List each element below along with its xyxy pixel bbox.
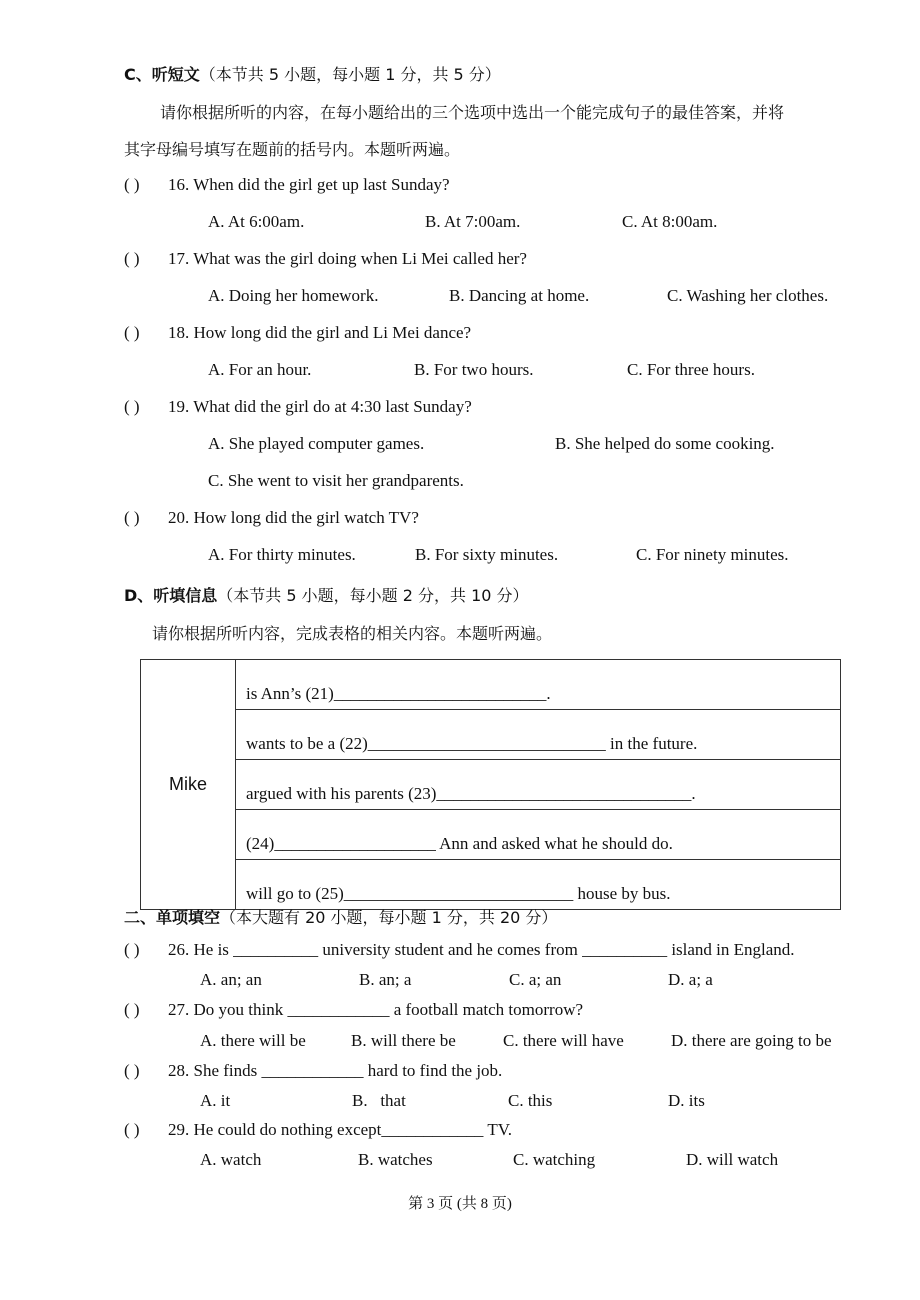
option-b: B. At 7:00am. — [425, 212, 521, 231]
section-two-heading — [124, 905, 557, 928]
option-d: D. its — [668, 1091, 705, 1110]
option-a: A. Doing her homework. — [208, 286, 379, 305]
question-26 — [124, 940, 795, 960]
question-27 — [124, 1000, 583, 1020]
question-text: 26. He is __________ university student and he comes from __________ island in England. — [168, 940, 795, 959]
section-c-heading — [124, 62, 501, 85]
section-c-instruction-2: 其字母编号填写在题前的括号内。本题听两遍。 — [124, 140, 461, 159]
page-number: 第 3 页 (共 8 页) — [408, 1196, 512, 1212]
option-c: C. For ninety minutes. — [636, 545, 789, 564]
answer-bracket[interactable]: ( ) — [124, 397, 140, 416]
question-text: 18. How long did the girl and Li Mei dance? — [168, 323, 472, 342]
answer-bracket[interactable]: ( ) — [124, 249, 140, 268]
option-c: C. At 8:00am. — [622, 212, 718, 231]
option-c: C. For three hours. — [627, 360, 755, 379]
section-d-instruction: 请你根据所听内容，完成表格的相关内容。本题听两遍。 — [152, 624, 553, 643]
section-c-note: （本节共 5 小题，每小题 1 分，共 5 分） — [199, 65, 501, 84]
section-d-heading — [124, 583, 529, 606]
question-29 — [124, 1120, 512, 1140]
option-d: D. will watch — [686, 1150, 779, 1169]
answer-bracket[interactable]: ( ) — [124, 1000, 140, 1019]
question-20 — [124, 508, 419, 528]
option-d: D. a; a — [668, 970, 713, 989]
option-a: A. She played computer games. — [208, 434, 425, 453]
option-a: A. For thirty minutes. — [208, 545, 356, 564]
question-28 — [124, 1061, 502, 1081]
section-d-title: D、听填信息 — [124, 586, 218, 605]
option-a: A. watch — [200, 1150, 262, 1169]
question-text: 19. What did the girl do at 4:30 last Sunday? — [168, 397, 472, 416]
option-a: A. an; an — [200, 970, 262, 989]
question-text: 28. She finds ____________ hard to find the job. — [168, 1061, 503, 1080]
table-row-21[interactable]: is Ann’s (21)_________________________. — [236, 660, 841, 710]
option-a: A. there will be — [200, 1031, 306, 1050]
question-text: 29. He could do nothing except____________ TV. — [168, 1120, 513, 1139]
answer-bracket[interactable]: ( ) — [124, 940, 140, 959]
answer-bracket[interactable]: ( ) — [124, 175, 140, 194]
fill-in-table — [140, 659, 841, 910]
question-text: 20. How long did the girl watch TV? — [168, 508, 419, 527]
option-b: B. an; a — [359, 970, 412, 989]
question-18 — [124, 323, 471, 343]
table-row-25[interactable]: will go to (25)___________________________ house by bus. — [236, 860, 841, 910]
option-b: B. will there be — [351, 1031, 456, 1050]
table-row-23[interactable]: argued with his parents (23)______________________________. — [236, 760, 841, 810]
section-two-note: （本大题有 20 小题，每小题 1 分，共 20 分） — [220, 908, 558, 927]
option-c: C. Washing her clothes. — [667, 286, 829, 305]
section-two-title: 二、单项填空 — [124, 908, 221, 927]
option-c: C. She went to visit her grandparents. — [208, 471, 464, 490]
answer-bracket[interactable]: ( ) — [124, 323, 140, 342]
option-c: C. there will have — [503, 1031, 624, 1050]
option-b: B. Dancing at home. — [449, 286, 590, 305]
option-b: B. that — [352, 1091, 406, 1110]
table-row-24[interactable]: (24)___________________ Ann and asked what he should do. — [236, 810, 841, 860]
section-c-instruction-1: 请你根据所听的内容，在每小题给出的三个选项中选出一个能完成句子的最佳答案，并将 — [160, 103, 785, 122]
option-a: A. At 6:00am. — [208, 212, 305, 231]
option-a: A. For an hour. — [208, 360, 312, 379]
option-c: C. watching — [513, 1150, 596, 1169]
question-17 — [124, 249, 527, 269]
section-d-note: （本节共 5 小题，每小题 2 分，共 10 分） — [217, 586, 529, 605]
question-19 — [124, 397, 472, 417]
option-c: C. a; an — [509, 970, 562, 989]
question-text: 17. What was the girl doing when Li Mei called her? — [168, 249, 527, 268]
answer-bracket[interactable]: ( ) — [124, 1061, 140, 1080]
option-b: B. For sixty minutes. — [415, 545, 559, 564]
option-a: A. it — [200, 1091, 231, 1110]
section-c-title: C、听短文 — [124, 65, 200, 84]
option-b: B. For two hours. — [414, 360, 534, 379]
answer-bracket[interactable]: ( ) — [124, 1120, 140, 1139]
answer-bracket[interactable]: ( ) — [124, 508, 140, 527]
option-d: D. there are going to be — [671, 1031, 832, 1050]
option-b: B. She helped do some cooking. — [555, 434, 775, 453]
table-row-22[interactable]: wants to be a (22)____________________________ in the future. — [236, 710, 841, 760]
question-text: 27. Do you think ____________ a football match tomorrow? — [168, 1000, 584, 1019]
question-16 — [124, 175, 450, 195]
option-c: C. this — [508, 1091, 553, 1110]
option-b: B. watches — [358, 1150, 433, 1169]
question-text: 16. When did the girl get up last Sunday? — [168, 175, 450, 194]
table-name-cell: Mike — [141, 660, 236, 910]
